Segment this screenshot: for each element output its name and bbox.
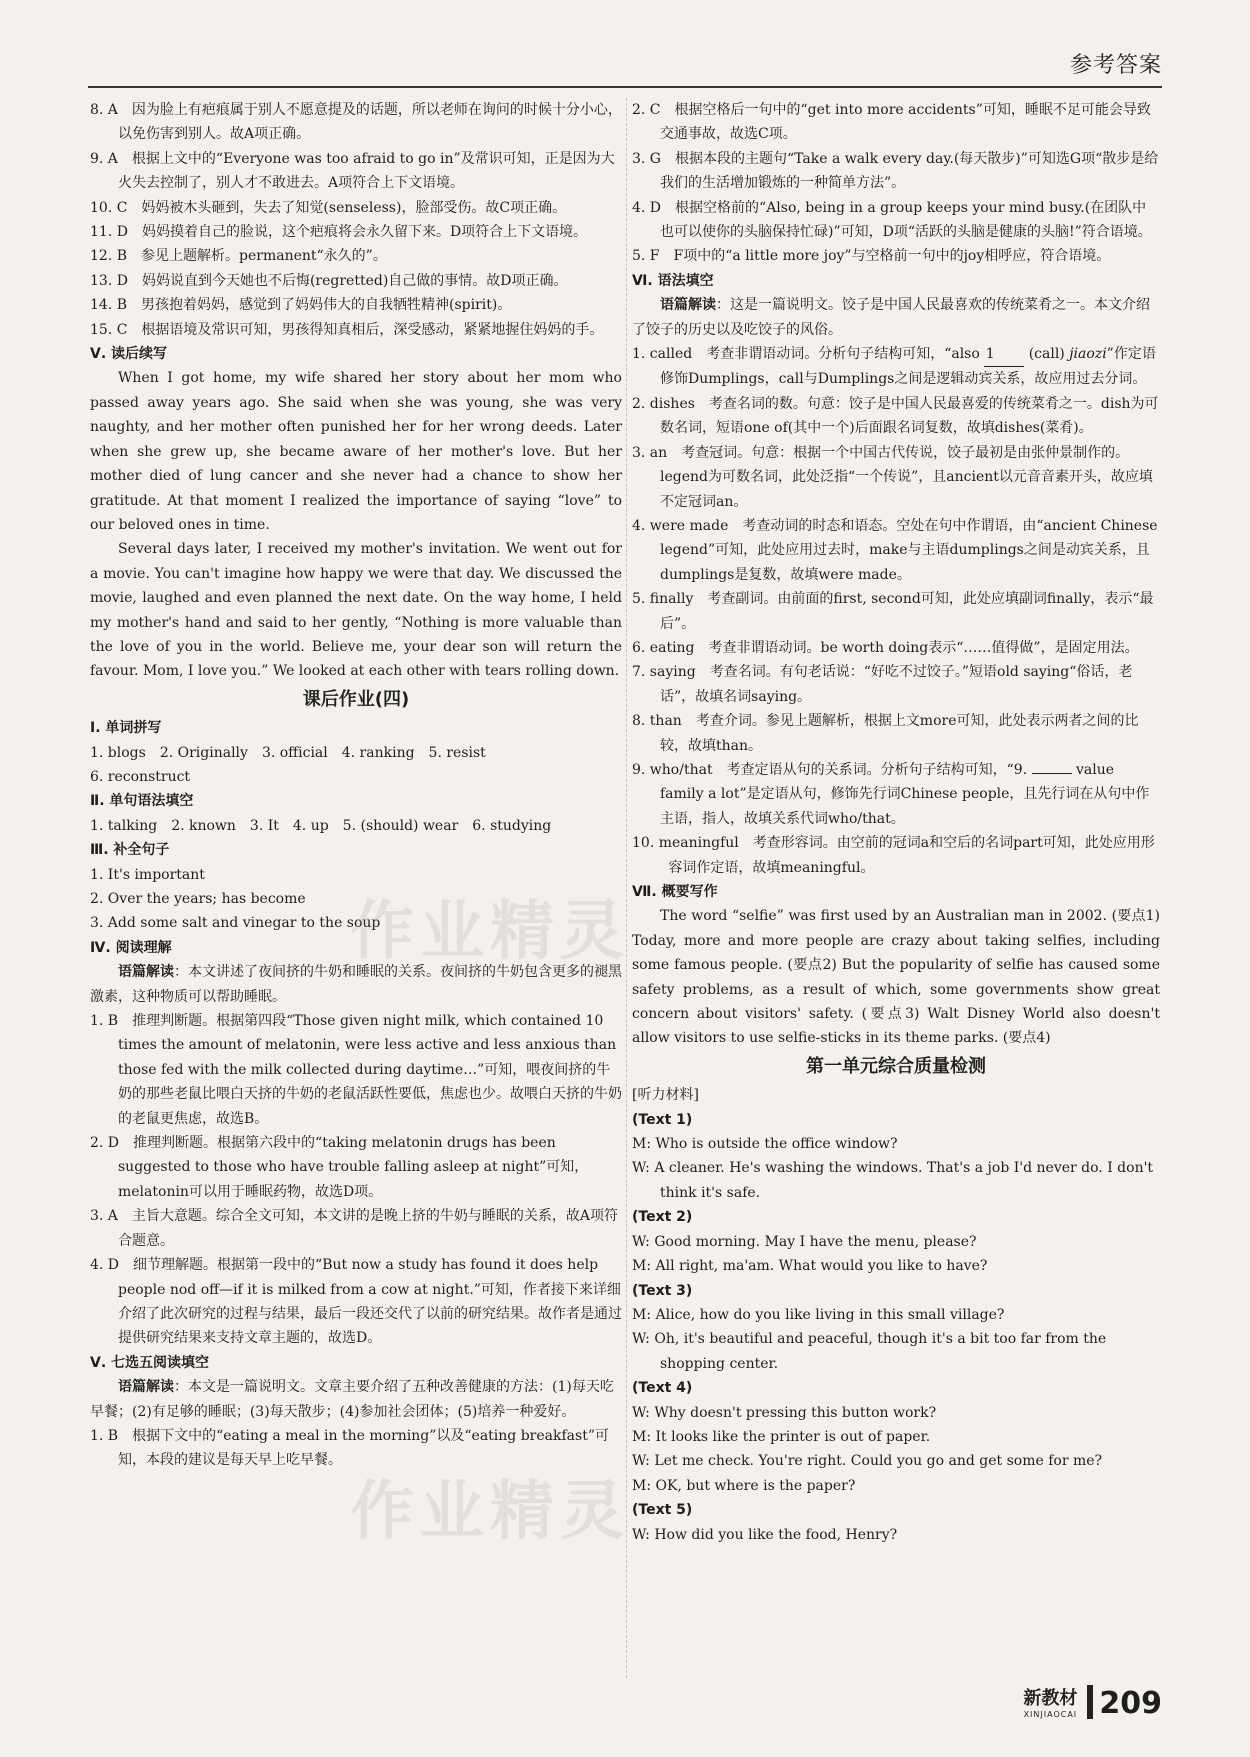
- answer-item: 1. B 推理判断题。根据第四段“Those given night milk, which contained 10 times the amount of melatonin, were less active and less anxious than those fed with the milk collected during daytime…”可知，喂夜间挤的牛奶的那些老鼠比喂白天挤的牛奶的老鼠活跃性要低，焦虑也少。故喂白天挤的牛奶的老鼠更焦虑，故选B。: [90, 1013, 622, 1127]
- dialogue-line: W: Why doesn't pressing this button work?: [632, 1404, 937, 1421]
- left-column: [90, 98, 622, 1683]
- answer-item: 14. B 男孩抱着妈妈，感觉到了妈妈伟大的自我牺牲精神(spirit)。: [90, 297, 512, 314]
- answer-item: 8. than 考查介词。参见上题解析，根据上文more可知，此处表示两者之间的比较，故填than。: [632, 713, 1139, 754]
- dialogue-line: W: Good morning. May I have the menu, please?: [632, 1233, 977, 1250]
- watermark-stamp: 作业精灵: [350, 1475, 630, 1549]
- header-title: 参考答案: [1069, 53, 1162, 78]
- answer-item: 10. meaningful 考查形容词。由空前的冠词a和空后的名词part可知，此处应用形容词作定语，故填meaningful。: [632, 835, 1155, 876]
- text-label: (Text 3): [632, 1282, 693, 1299]
- item-text: ”作定语修饰Dumplings，call与Dumplings之间是逻辑动宾关系，故应用过去分词。: [660, 346, 1156, 388]
- summary-paragraph: The word “selfie” was first used by an Australian man in 2002. (要点1) Today, more and more people are crazy about taking selfies, including some famous people. (要点2) But the popularity of selfie has caused some safety problems, as a result of which, some governments show great concern about visitors' safety. (要点3) Walt Disney World also doesn't allow visitors to use selfie-sticks in its theme parks. (要点4): [632, 908, 1160, 1047]
- text-label: (Text 5): [632, 1502, 693, 1519]
- watermark-stamp: 作业精灵: [350, 895, 630, 969]
- answer-item: 4. D 根据空格前的“Also, being in a group keeps your mind busy.(在团队中也可以使你的头脑保持忙碌)”可知，D项“活跃的头脑是健康的头脑!”符合语境。: [632, 199, 1152, 241]
- item-text: 9. who/that 考查定语从句的关系词。分析句子结构可知，“9.: [632, 761, 1032, 778]
- item-text: value family a lot”是定语从句，修饰先行词Chinese people，且先行词在从句中作主语，指人，故填关系代词who/that。: [660, 761, 1150, 827]
- dialogue-line: W: How did you like the food, Henry?: [632, 1526, 898, 1543]
- item-text: 1. called 考查非谓语动词。分析句子结构可知，“also: [632, 346, 985, 363]
- essay-paragraph: Several days later, I received my mother's invitation. We went out for a movie. You can't imagine how happy we were that day. We discussed the movie, laughed and even planned the next date. On the way home, I held my mother's hand and said to her gently, “Nothing is more valuable than the love of you in the world. Believe me, your dear son will return the favour. Mom, I love you.” We looked at each other with tears rolling down.: [90, 541, 622, 680]
- answer-line: 2. Over the years; has become: [90, 891, 306, 907]
- section-title: Ⅴ. 七选五阅读填空: [90, 1354, 210, 1371]
- answer-item: 2. D 推理判断题。根据第六段中的“taking melatonin drugs has been suggested to those who have trouble falling asleep at night”可知，melatonin可以用于睡眠药物，故选D项。: [90, 1135, 589, 1200]
- lead-label: 语篇解读: [118, 1379, 174, 1396]
- answer-item: 15. C 根据语境及常识可知，男孩得知真相后，深受感动，紧紧地握住妈妈的手。: [90, 321, 604, 338]
- answer-item: 9. A 根据上文中的“Everyone was too afraid to go in”及常识可知，正是因为大火失去控制了，别人才不敢进去。A项符合上下文语境。: [90, 150, 615, 192]
- brand-logo: [1023, 1684, 1077, 1719]
- page-number: 209: [1099, 1686, 1162, 1721]
- answer-item: 2. dishes 考查名词的数。句意：饺子是中国人民最喜爱的传统菜肴之一。dish为可数名词，短语one of(其中一个)后面跟名词复数，故填dishes(菜肴)。: [632, 395, 1159, 437]
- header-rule: [88, 86, 1162, 88]
- page-footer: [1023, 1684, 1162, 1719]
- answer-item: 13. D 妈妈说直到今天她也不后悔(regretted)自己做的事情。故D项正确。: [90, 272, 568, 289]
- section-title: Ⅵ. 语法填空: [632, 272, 714, 289]
- footer-bar: [1087, 1685, 1093, 1719]
- dialogue-line: W: A cleaner. He's washing the windows. That's a job I'd never do. I don't think it's safe.: [632, 1160, 1154, 1201]
- answer-line: 3. Add some salt and vinegar to the soup: [90, 915, 381, 932]
- brand-name: 新教材: [1023, 1688, 1078, 1709]
- answer-item: 4. were made 考查动词的时态和语态。空处在句中作谓语，由“ancient Chinese legend”可知，此处应用过去时，make与主语dumplings之间是动宾关系，且dumplings是复数，故填were made。: [632, 517, 1158, 583]
- section-title: Ⅴ. 读后续写: [90, 346, 168, 363]
- answer-item: [632, 342, 1160, 392]
- dialogue-line: M: OK, but where is the paper?: [632, 1477, 856, 1494]
- lead-text: ：本文讲述了夜间挤的牛奶和睡眠的关系。夜间挤的牛奶包含更多的褪黑激素，这种物质可以帮助睡眠。: [90, 964, 622, 1005]
- right-column: [632, 98, 1160, 1683]
- dialogue-line: M: All right, ma'am. What would you like to have?: [632, 1258, 988, 1275]
- section-title: Ⅰ. 单词拼写: [90, 720, 162, 737]
- passage-summary: [90, 1375, 622, 1424]
- answer-item: 5. finally 考查副词。由前面的first, second可知，此处应填副词finally，表示“最后”。: [632, 591, 1154, 632]
- brand-pinyin: XINJIAOCAI: [1023, 1710, 1078, 1719]
- answer-item: 3. A 主旨大意题。综合全文可知，本文讲的是晚上挤的牛奶与睡眠的关系，故A项符合题意。: [90, 1208, 619, 1249]
- dialogue-line: W: Let me check. You're right. Could you go and get some for me?: [632, 1453, 1103, 1470]
- text-label: (Text 1): [632, 1111, 693, 1128]
- dialogue-line: M: Who is outside the office window?: [632, 1136, 898, 1153]
- listening-title: [听力材料]: [632, 1087, 699, 1104]
- answer-line: 1. talking 2. known 3. It 4. up 5. (should) wear 6. studying: [90, 817, 552, 834]
- lead-text: ：这是一篇说明文。饺子是中国人民最喜欢的传统菜肴之一。本文介绍了饺子的历史以及吃饺子的风俗。: [632, 297, 1150, 338]
- answer-item: 5. F F项中的“a little more joy”与空格前一句中的joy相呼应，符合语境。: [632, 248, 1111, 265]
- section-title: Ⅶ. 概要写作: [632, 884, 718, 900]
- answer-item: 1. B 根据下文中的“eating a meal in the morning”以及“eating breakfast”可知，本段的建议是每天早上吃早餐。: [90, 1427, 609, 1469]
- answer-item: 4. D 细节理解题。根据第一段中的“But now a study has found it does help people nod off—if it is milked from a cow at night.”可知，作者接下来详细介绍了此次研究的过程与结果，最后一段还交代了以前的研究结果。故作者是通过提供研究结果来支持文章主题的，故选D。: [90, 1257, 622, 1347]
- blank-number: 1: [984, 342, 1024, 367]
- answer-item: 6. eating 考查非谓语动词。be worth doing表示“……值得做”，是固定用法。: [632, 639, 1139, 656]
- answer-item: 3. G 根据本段的主题句“Take a walk every day.(每天散步)”可知选G项“散步是给我们的生活增加锻炼的一种简单方法”。: [632, 150, 1159, 192]
- answer-item: 10. C 妈妈被木头砸到，失去了知觉(senseless)，脸部受伤。故C项正确。: [90, 199, 567, 216]
- answer-item: [632, 758, 1160, 831]
- answer-item: 7. saying 考查名词。有句老话说：“好吃不过饺子。”短语old saying“俗话，老话”，故填名词saying。: [632, 664, 1133, 705]
- homework-title: 课后作业(四): [302, 688, 410, 710]
- lead-label: 语篇解读: [118, 964, 174, 981]
- answer-item: 12. B 参见上题解析。permanent“永久的”。: [90, 248, 387, 265]
- section-title: Ⅳ. 阅读理解: [90, 939, 172, 956]
- essay-paragraph: When I got home, my wife shared her story about her mom who passed away years ago. She said when she was young, she was very naughty, and her mother often punished her for her wrong deeds. Later when she grew up, she became aware of her mother's love. But her mother died of lung cancer and she never had a chance to show her gratitude. At that moment I realized the importance of saying “love” to our beloved ones in time.: [90, 370, 622, 533]
- answer-item: 8. A 因为脸上有疤痕属于别人不愿意提及的话题，所以老师在询问的时候十分小心，以免伤害到别人。故A项正确。: [90, 102, 622, 143]
- passage-summary: [632, 293, 1160, 342]
- section-title: Ⅲ. 补全句子: [90, 842, 170, 859]
- answer-line: 6. reconstruct: [90, 768, 191, 785]
- dialogue-line: M: Alice, how do you like living in this small village?: [632, 1306, 1005, 1323]
- lead-text: ：本文是一篇说明文。文章主要介绍了五种改善健康的方法：(1)每天吃早餐；(2)有足够的睡眠；(3)每天散步；(4)参加社会团体；(5)培养一种爱好。: [90, 1379, 614, 1420]
- lead-label: 语篇解读: [660, 297, 716, 314]
- answer-item: 3. an 考查冠词。句意：根据一个中国古代传说，饺子最初是由张仲景制作的。legend为可数名词，此处泛指“一个传说”，且ancient以元音音素开头，故应填不定冠词an。: [632, 444, 1153, 510]
- answer-item: 11. D 妈妈摸着自己的脸说，这个疤痕将会永久留下来。D项符合上下文语境。: [90, 224, 588, 241]
- text-label: (Text 2): [632, 1209, 693, 1226]
- column-divider: [626, 98, 627, 1678]
- blank-line: [1032, 773, 1072, 774]
- unit-test-title: 第一单元综合质量检测: [806, 1055, 986, 1077]
- answer-item: 2. C 根据空格后一句中的“get into more accidents”可知，睡眠不足可能会导致交通事故，故选C项。: [632, 102, 1151, 143]
- dialogue-line: W: Oh, it's beautiful and peaceful, though it's a bit too far from the shopping center.: [632, 1331, 1107, 1372]
- section-title: Ⅱ. 单句语法填空: [90, 793, 194, 810]
- answer-line: 1. blogs 2. Originally 3. official 4. ranking 5. resist: [90, 744, 486, 761]
- item-text: (call): [1024, 346, 1070, 363]
- answer-line: 1. It's important: [90, 866, 205, 883]
- text-label: (Text 4): [632, 1380, 693, 1397]
- dialogue-line: M: It looks like the printer is out of paper.: [632, 1428, 931, 1445]
- italic-word: jiaozi: [1069, 346, 1107, 363]
- passage-summary: [90, 960, 622, 1009]
